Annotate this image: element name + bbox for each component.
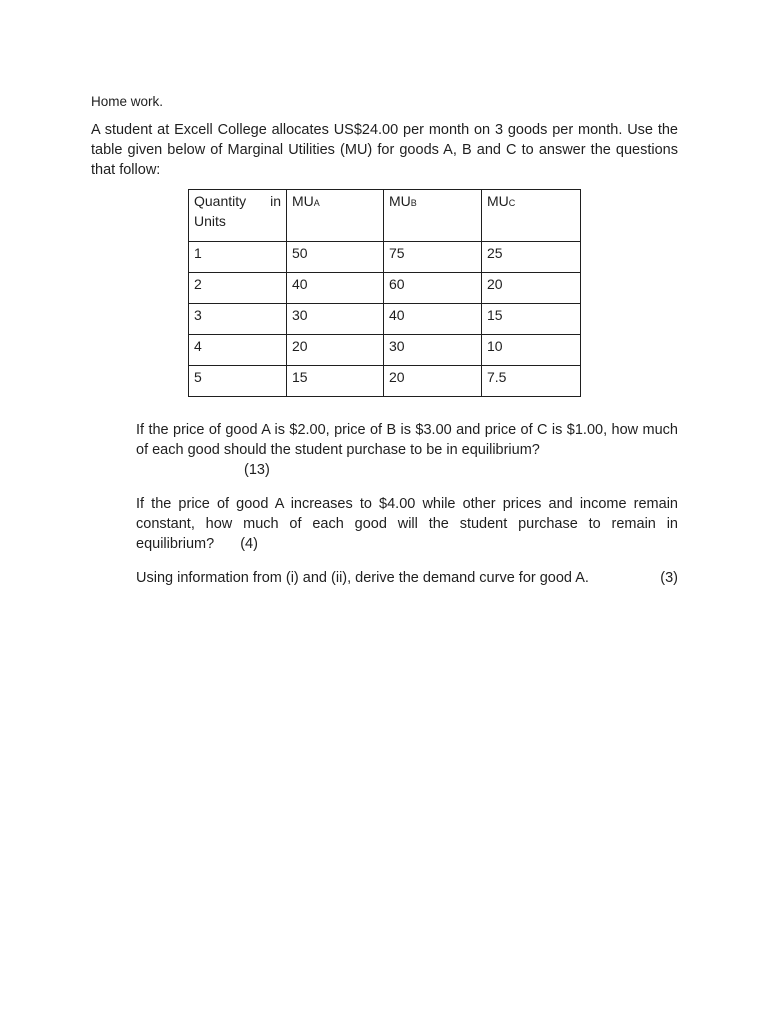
quantity-header-units: Units (194, 213, 226, 229)
question-2 (136, 494, 678, 554)
question-1-text: If the price of good A is $2.00, price of B is $3.00 and price of C is $1.00, how much of each good should the student purchase to be in equilibrium? (136, 422, 678, 458)
quantity-cell: 4 (189, 335, 287, 366)
table-header-row (189, 190, 581, 242)
question-2-marks: (4) (240, 536, 258, 552)
table-row (189, 366, 581, 397)
mu-c-cell: 10 (482, 335, 581, 366)
mu-b-subscript: B (410, 198, 417, 208)
mu-a-cell: 15 (287, 366, 384, 397)
quantity-cell: 3 (189, 304, 287, 335)
table-row (189, 242, 581, 273)
mu-a-subscript: A (313, 198, 320, 208)
mu-c-cell: 20 (482, 273, 581, 304)
mu-b-cell: 20 (384, 366, 482, 397)
homework-heading: Home work. (91, 94, 164, 109)
question-3 (136, 568, 678, 588)
question-3-marks: (3) (660, 570, 678, 586)
mu-a-main: MU (292, 193, 314, 209)
mu-b-header (384, 190, 482, 242)
table-row (189, 273, 581, 304)
table-row (189, 304, 581, 335)
mu-a-cell: 40 (287, 273, 384, 304)
quantity-header-in: in (270, 193, 281, 209)
intro-paragraph: A student at Excell College allocates US$24.00 per month on 3 goods per month. Use the table given below of Marginal Utilities (MU) for goods A, B and C to answer the questions that follow: (91, 122, 678, 178)
mu-b-cell: 60 (384, 273, 482, 304)
table-row (189, 335, 581, 366)
question-1-marks: (13) (244, 462, 270, 478)
mu-c-main: MU (487, 193, 509, 209)
mu-c-header (482, 190, 581, 242)
question-1 (136, 420, 678, 480)
marginal-utility-table (188, 189, 581, 397)
mu-a-header (287, 190, 384, 242)
mu-b-cell: 30 (384, 335, 482, 366)
quantity-cell: 1 (189, 242, 287, 273)
mu-b-main: MU (389, 193, 411, 209)
quantity-header (189, 190, 287, 242)
mu-c-subscript: C (508, 198, 516, 208)
mu-c-cell: 15 (482, 304, 581, 335)
mu-c-cell: 25 (482, 242, 581, 273)
mu-b-cell: 40 (384, 304, 482, 335)
quantity-header-word: Quantity (194, 193, 247, 209)
question-3-text: Using information from (i) and (ii), derive the demand curve for good A. (136, 570, 589, 586)
question-2-text: If the price of good A increases to $4.00 while other prices and income remain constant, how much of each good will the student purchase to remain in equilibrium? (136, 496, 678, 552)
mu-a-cell: 30 (287, 304, 384, 335)
mu-a-cell: 20 (287, 335, 384, 366)
mu-b-cell: 75 (384, 242, 482, 273)
mu-a-cell: 50 (287, 242, 384, 273)
quantity-cell: 5 (189, 366, 287, 397)
mu-c-cell: 7.5 (482, 366, 581, 397)
quantity-cell: 2 (189, 273, 287, 304)
